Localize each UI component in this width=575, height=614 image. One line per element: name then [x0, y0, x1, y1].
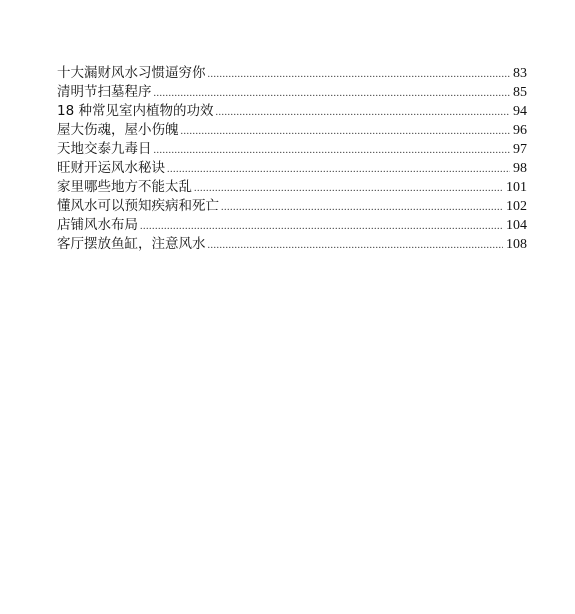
toc-entry	[57, 197, 527, 216]
toc-entry-page-number: 98	[513, 161, 527, 176]
toc-entry-page-number: 96	[513, 123, 527, 138]
toc-entry-page-number: 83	[513, 66, 527, 81]
toc-entry	[57, 121, 527, 140]
toc-entry	[57, 64, 527, 83]
toc-entry-page-number: 101	[506, 180, 527, 195]
dot-leader	[154, 84, 511, 103]
dot-leader	[215, 103, 510, 122]
toc-entry-page-number: 94	[513, 104, 527, 119]
toc-entry-title: 店铺风水布局	[57, 217, 138, 233]
toc-entry-title: 屋大伤魂，屋小伤魄	[57, 122, 179, 138]
toc-entry	[57, 178, 527, 197]
table-of-contents	[57, 64, 527, 254]
toc-entry-title: 天地交泰九毒日	[57, 141, 152, 157]
toc-entry-page-number: 85	[513, 85, 527, 100]
toc-entry-title: 懂风水可以预知疾病和死亡	[57, 198, 219, 214]
dot-leader	[221, 198, 503, 217]
toc-entry-title: 清明节扫墓程序	[57, 84, 152, 100]
dot-leader	[181, 122, 511, 141]
dot-leader	[194, 179, 503, 198]
toc-entry-title: 十大漏财风水习惯逼穷你	[57, 65, 206, 81]
toc-entry	[57, 216, 527, 235]
dot-leader	[154, 141, 511, 160]
dot-leader	[140, 217, 503, 236]
toc-entry-title: 18 种常见室内植物的功效	[57, 103, 214, 119]
toc-entry	[57, 235, 527, 254]
dot-leader	[167, 160, 510, 179]
toc-entry-page-number: 102	[506, 199, 527, 214]
dot-leader	[208, 236, 504, 255]
toc-entry-title: 家里哪些地方不能太乱	[57, 179, 192, 195]
dot-leader	[208, 65, 511, 84]
toc-entry-page-number: 97	[513, 142, 527, 157]
toc-entry	[57, 140, 527, 159]
toc-entry-page-number: 108	[506, 237, 527, 252]
toc-entry	[57, 83, 527, 102]
toc-entry-title: 客厅摆放鱼缸，注意风水	[57, 236, 206, 252]
toc-entry-page-number: 104	[506, 218, 527, 233]
toc-entry	[57, 159, 527, 178]
toc-entry-title: 旺财开运风水秘诀	[57, 160, 165, 176]
toc-entry	[57, 102, 527, 121]
